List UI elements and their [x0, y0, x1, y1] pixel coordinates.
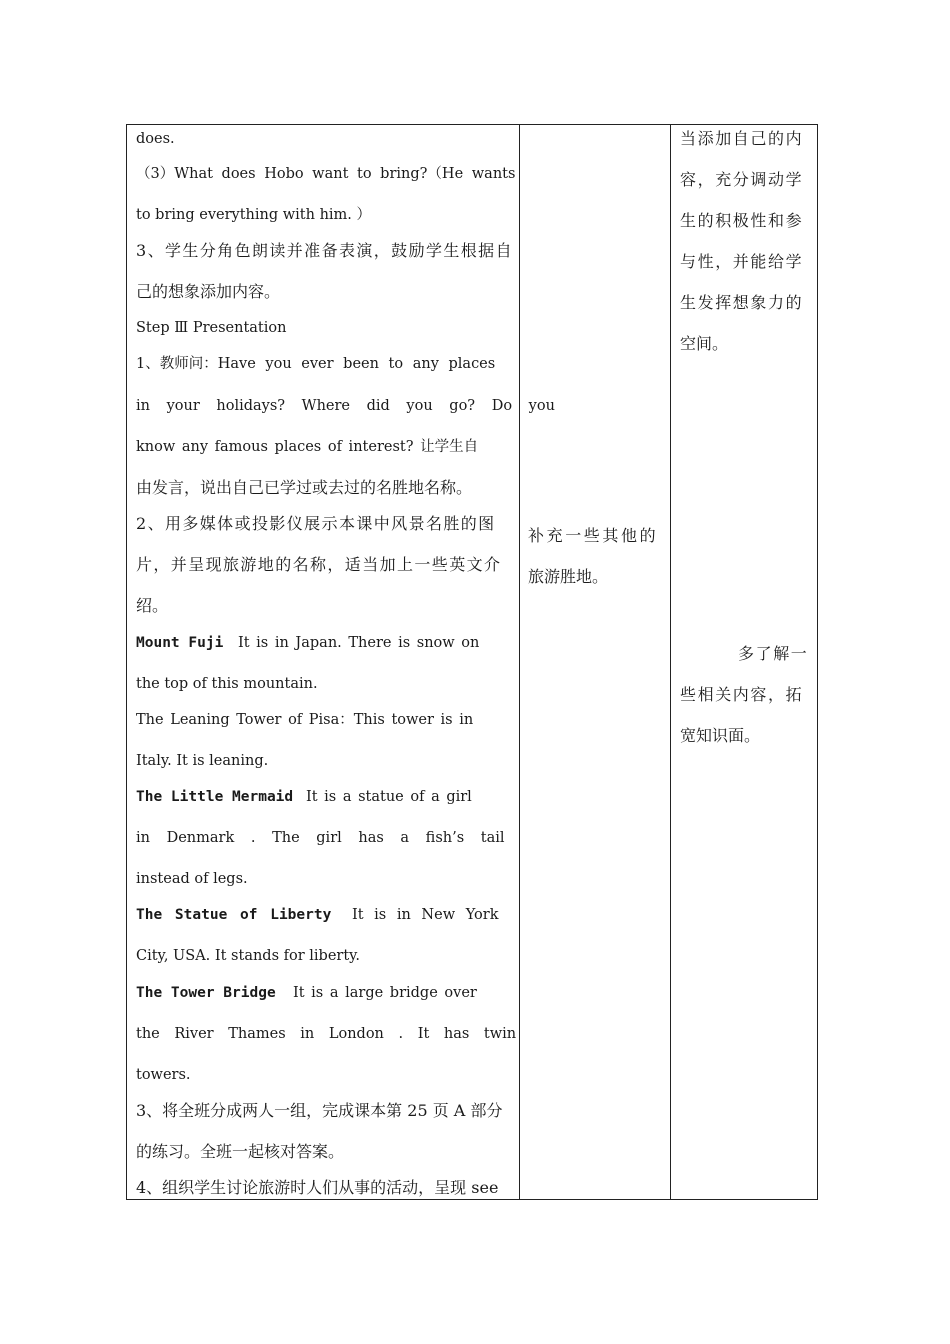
intent-line: 与性，并能给学: [680, 252, 804, 271]
text-line: 的练习。全班一起核对答案。: [136, 1142, 345, 1161]
place-description: in Denmark . The girl has a fish’s tail: [136, 830, 505, 846]
text-line: （3）What does Hobo want to bring?（He wants: [136, 166, 516, 182]
place-description: towers.: [136, 1067, 191, 1083]
text-line: 片，并呈现旅游地的名称，适当加上一些英文介: [136, 555, 502, 574]
place-description: Italy. It is leaning.: [136, 753, 269, 769]
place-name: The Little Mermaid: [136, 789, 294, 805]
intent-line: 当添加自己的内: [680, 129, 804, 148]
text-line: 己的想象添加内容。: [136, 282, 281, 301]
text-line: 由发言，说出自己已学过或去过的名胜地名称。: [136, 478, 473, 497]
teacher-notes-cell: [520, 125, 671, 1200]
place-description: the top of this mountain.: [136, 676, 318, 692]
place-description: the River Thames in London . It has twin: [136, 1026, 517, 1042]
place-description: It is a large bridge over: [293, 985, 477, 1001]
place-description: It is a statue of a girl: [306, 789, 472, 805]
place-description: It is in New York: [352, 907, 499, 923]
place-name: Mount Fuji: [136, 635, 224, 651]
text-line: to bring everything with him. ）: [136, 207, 372, 223]
intent-line: 生的积极性和参: [680, 211, 804, 230]
place-description: City, USA. It stands for liberty.: [136, 948, 361, 964]
text-line: know any famous places of interest? 让学生自: [136, 439, 479, 455]
text-line: in your holidays? Where did you go? Do you: [136, 398, 555, 414]
place-description: The Leaning Tower of Pisa：This tower is in: [136, 712, 474, 728]
place-description: instead of legs.: [136, 871, 248, 887]
place-description: It is in Japan. There is snow on: [238, 635, 480, 651]
text-line: 3、学生分角色朗读并准备表演，鼓励学生根据自: [136, 241, 513, 260]
text-line: 2、用多媒体或投影仪展示本课中风景名胜的图: [136, 514, 496, 533]
note-line: 旅游胜地。: [528, 567, 609, 586]
intent-line: 宽知识面。: [680, 726, 761, 745]
place-name: The Tower Bridge: [136, 985, 276, 1001]
text-line: 3、将全班分成两人一组，完成课本第 25 页 A 部分: [136, 1101, 503, 1120]
intent-line: 容，充分调动学: [680, 170, 804, 189]
intent-line: 生发挥想象力的: [680, 293, 804, 312]
text-line: 1、教师问：Have you ever been to any places: [136, 356, 496, 372]
intent-line: 些相关内容，拓: [680, 685, 804, 704]
note-line: 补充一些其他的: [528, 526, 659, 545]
section-heading: Step Ⅲ Presentation: [136, 320, 287, 336]
intent-line: 空间。: [680, 334, 729, 353]
intent-line: 多了解一: [738, 644, 809, 663]
text-line: does.: [136, 131, 175, 147]
text-line: 4、组织学生讨论旅游时人们从事的活动，呈现 see: [136, 1178, 499, 1197]
text-line: 绍。: [136, 596, 169, 615]
place-name: The Statue of Liberty: [136, 907, 332, 923]
